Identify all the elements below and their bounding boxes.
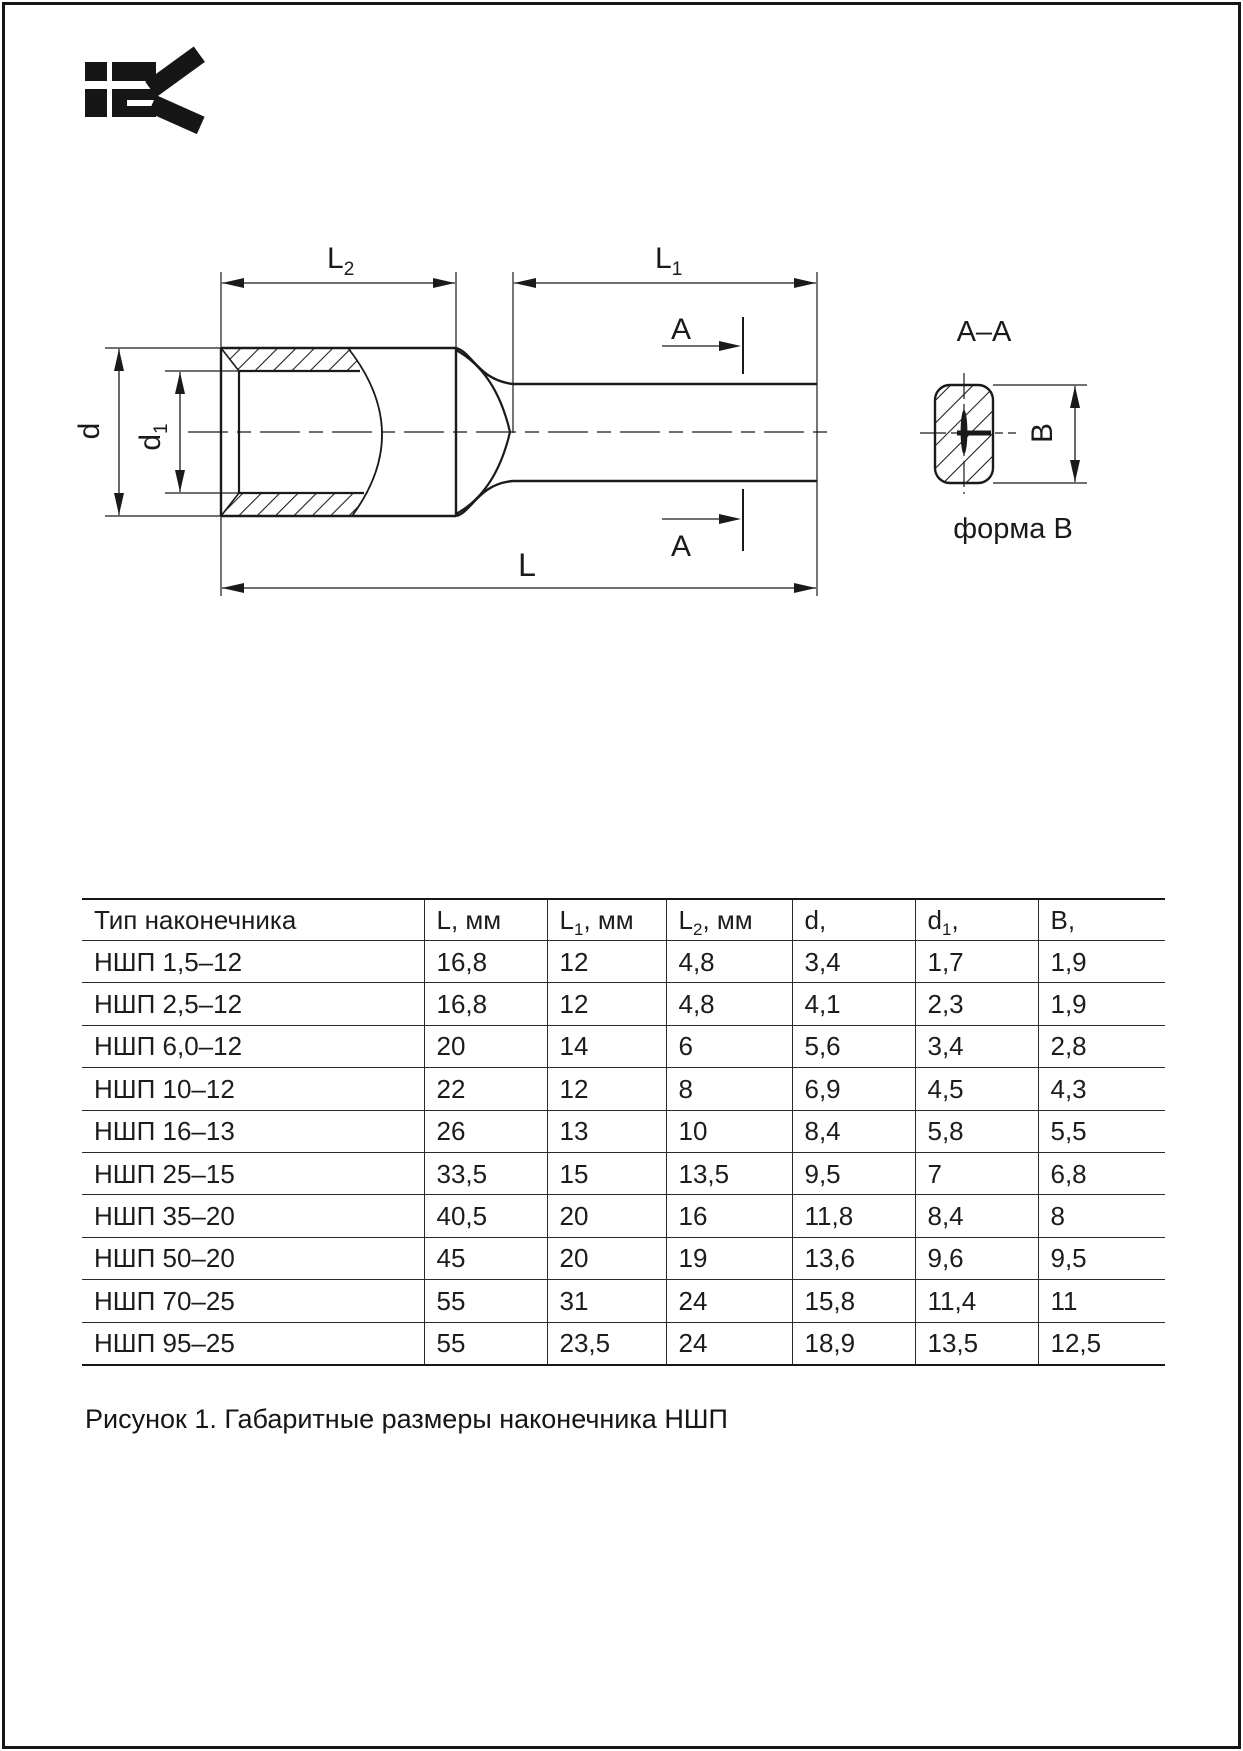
- table-cell: 12: [547, 1068, 666, 1110]
- pin-outline: [513, 384, 817, 481]
- table-cell: 16,8: [424, 941, 547, 983]
- arrowhead: [719, 341, 741, 351]
- table-cell: НШП 70–25: [82, 1280, 424, 1322]
- table-cell: 22: [424, 1068, 547, 1110]
- dimension-d1: [134, 372, 185, 492]
- table-cell: 3,4: [792, 941, 915, 983]
- column-header: L, мм: [424, 899, 547, 941]
- table-cell: 11,8: [792, 1195, 915, 1237]
- table-cell: 4,8: [666, 983, 792, 1025]
- table-cell: 3,4: [915, 1025, 1038, 1067]
- dim-label-d1: $d_1$: [134, 423, 172, 451]
- table-cell: 20: [547, 1195, 666, 1237]
- form-label: форма В: [953, 513, 1073, 545]
- table-cell: 13,5: [915, 1322, 1038, 1365]
- table-row: [82, 941, 1165, 983]
- table-cell: 12: [547, 941, 666, 983]
- table-row: [82, 1280, 1165, 1322]
- arrowhead: [114, 349, 124, 371]
- table-cell: 8: [1038, 1195, 1165, 1237]
- table-cell: 24: [666, 1322, 792, 1365]
- arrowhead: [719, 514, 741, 524]
- table-cell: 20: [547, 1237, 666, 1279]
- table-cell: 1,9: [1038, 983, 1165, 1025]
- table-cell: 4,5: [915, 1068, 1038, 1110]
- table-cell: 2,3: [915, 983, 1038, 1025]
- column-header: $L_2$, мм: [666, 899, 792, 941]
- table-cell: 9,5: [792, 1152, 915, 1194]
- table-cell: 9,6: [915, 1237, 1038, 1279]
- table-row: [82, 1110, 1165, 1152]
- table-cell: 4,8: [666, 941, 792, 983]
- table-row: [82, 1068, 1165, 1110]
- table-cell: 9,5: [1038, 1237, 1165, 1279]
- arrowhead: [514, 278, 536, 288]
- table-body: [82, 941, 1165, 1365]
- table-cell: 23,5: [547, 1322, 666, 1365]
- arrowhead: [175, 470, 185, 492]
- cavity-end-curve: [348, 348, 382, 516]
- table-cell: 8,4: [915, 1195, 1038, 1237]
- table-header-row: [82, 899, 1165, 941]
- arrowhead: [794, 583, 816, 593]
- table-cell: НШП 35–20: [82, 1195, 424, 1237]
- table-cell: 12: [547, 983, 666, 1025]
- table-cell: 15,8: [792, 1280, 915, 1322]
- table-cell: 1,9: [1038, 941, 1165, 983]
- dimension-d: [73, 349, 124, 515]
- table-cell: 2,8: [1038, 1025, 1165, 1067]
- table-cell: НШП 95–25: [94, 1328, 235, 1359]
- column-header: $d_1$,: [915, 899, 1038, 941]
- table-cell: 45: [424, 1237, 547, 1279]
- arrowhead: [222, 583, 244, 593]
- column-header: d,: [792, 899, 915, 941]
- dim-label-L2: $L_2$: [327, 242, 355, 280]
- dimension-L2: [222, 242, 455, 288]
- dim-label-B: B: [1026, 422, 1059, 444]
- table-cell: 40,5: [424, 1195, 547, 1237]
- arrowhead: [794, 278, 816, 288]
- table-cell: 31: [547, 1280, 666, 1322]
- table-row: [82, 1237, 1165, 1279]
- section-mark-A-top: [662, 313, 743, 374]
- table-row: [82, 1195, 1165, 1237]
- section-view-title: А–А: [956, 316, 1012, 348]
- table-row: [82, 1025, 1165, 1067]
- table-cell: 16: [666, 1195, 792, 1237]
- arrowhead: [433, 278, 455, 288]
- section-view-AA: [920, 316, 1087, 545]
- table-cell: НШП 25–15: [82, 1152, 424, 1194]
- column-header: $L_1$, мм: [547, 899, 666, 941]
- table-cell: 6: [666, 1025, 792, 1067]
- table-cell: НШП 50–20: [82, 1237, 424, 1279]
- table-cell: 5,5: [1038, 1110, 1165, 1152]
- table-cell: 7: [915, 1152, 1038, 1194]
- table-cell: 8: [666, 1068, 792, 1110]
- table-cell: 55: [424, 1280, 547, 1322]
- hatch-bottom-wall: [221, 493, 365, 516]
- iek-logo: [85, 47, 205, 135]
- table-cell: 11: [1038, 1280, 1165, 1322]
- table-cell: 13,6: [792, 1237, 915, 1279]
- table-cell: 14: [547, 1025, 666, 1067]
- section-label-A-top: A: [670, 313, 692, 346]
- table-cell: 8,4: [792, 1110, 915, 1152]
- dim-label-L: L: [518, 547, 536, 583]
- table-cell: 13: [547, 1110, 666, 1152]
- table-cell: 13,5: [666, 1152, 792, 1194]
- arrowhead: [114, 493, 124, 515]
- extension-lines: [105, 272, 817, 596]
- table-cell: 5,8: [915, 1110, 1038, 1152]
- table-cell: НШП 1,5–12: [82, 941, 424, 983]
- dimension-L: [222, 547, 816, 593]
- table-cell: 55: [424, 1322, 547, 1365]
- column-header: Тип наконечника: [82, 899, 424, 941]
- table-cell: 24: [666, 1280, 792, 1322]
- table-cell: 4,3: [1038, 1068, 1165, 1110]
- table-cell: 12,5: [1038, 1322, 1165, 1365]
- arrowhead: [222, 278, 244, 288]
- table-cell: 4,1: [792, 983, 915, 1025]
- arrowhead: [1070, 386, 1080, 408]
- column-header: B,: [1038, 899, 1165, 941]
- table-cell: 18,9: [792, 1322, 915, 1365]
- table-row: [82, 983, 1165, 1025]
- table-cell: 16,8: [424, 983, 547, 1025]
- table-cell: 19: [666, 1237, 792, 1279]
- table-cell: 10: [666, 1110, 792, 1152]
- table-cell: 33,5: [424, 1152, 547, 1194]
- section-mark-A-bottom: [662, 489, 743, 563]
- crimp-mark-vertical: [961, 410, 968, 454]
- table-cell: 11,4: [915, 1280, 1038, 1322]
- arrowhead: [175, 372, 185, 394]
- dimensions-table: [82, 898, 1165, 1366]
- table-cell: 20: [424, 1025, 547, 1067]
- table-cell: НШП 10–12: [82, 1068, 424, 1110]
- dim-label-L1: $L_1$: [655, 242, 683, 280]
- table-cell: НШП 2,5–12: [82, 983, 424, 1025]
- table-cell: НШП 16–13: [82, 1110, 424, 1152]
- table-row: [82, 1322, 1165, 1365]
- table-cell: 26: [424, 1110, 547, 1152]
- table-cell: 15: [547, 1152, 666, 1194]
- figure-caption: Рисунок 1. Габаритные размеры наконечника НШП: [85, 1404, 728, 1434]
- table-cell: НШП 6,0–12: [82, 1025, 424, 1067]
- table-row: [82, 1152, 1165, 1194]
- cross-section-shape: [935, 385, 993, 483]
- table-cell: 6,9: [792, 1068, 915, 1110]
- table-cell: 5,6: [792, 1025, 915, 1067]
- page-border: [2, 2, 1241, 1749]
- dim-label-d: d: [73, 422, 106, 440]
- hatch-top-wall: [221, 348, 362, 371]
- dimension-L1: [514, 242, 816, 288]
- arrowhead: [1070, 460, 1080, 482]
- section-label-A-bottom: A: [670, 530, 692, 563]
- table-cell: 6,8: [1038, 1152, 1165, 1194]
- ferrule-main-view: [188, 348, 832, 516]
- table-cell: 1,7: [915, 941, 1038, 983]
